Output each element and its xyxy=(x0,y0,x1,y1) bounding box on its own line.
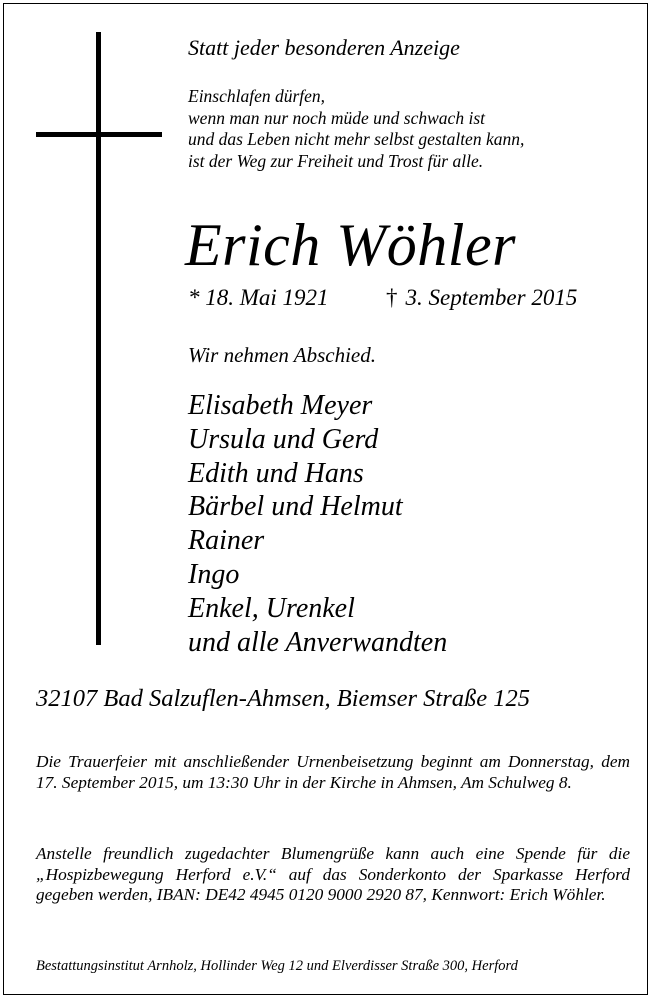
birth-date: * 18. Mai 1921 xyxy=(188,285,329,310)
mourner: Ingo xyxy=(188,558,240,590)
death-date-line xyxy=(386,285,577,311)
cross-icon xyxy=(96,32,101,645)
deceased-name: Erich Wöhler xyxy=(185,212,516,278)
dagger-icon: † xyxy=(386,285,398,310)
mourner: Bärbel und Helmut xyxy=(188,491,403,523)
mourners-list xyxy=(188,389,447,659)
mourner: Elisabeth Meyer xyxy=(188,390,373,421)
mourner: Ursula und Gerd xyxy=(188,423,379,455)
funeral-home-footer: Bestattungsinstitut Arnholz, Hollinder Weg 12 und Elverdisser Straße 300, Herford xyxy=(36,958,518,974)
poem-line: Einschlafen dürfen, xyxy=(188,86,326,106)
cross-crossbar xyxy=(36,132,162,137)
poem-line: wenn man nur noch müde und schwach ist xyxy=(188,107,485,128)
death-date: 3. September 2015 xyxy=(405,285,578,310)
farewell-text: Wir nehmen Abschied. xyxy=(188,343,376,367)
service-paragraph: Die Trauerfeier mit anschließender Urnenbeisetzung beginnt am Donnerstag, dem 17. September 2015, um 13:30 Uhr in der Kirche in Ahmsen, Am Schulweg 8. xyxy=(36,752,630,792)
poem-line: ist der Weg zur Freiheit und Trost für alle. xyxy=(188,150,484,171)
mourner: Enkel, Urenkel xyxy=(188,592,355,624)
notice-heading: Statt jeder besonderen Anzeige xyxy=(188,35,460,60)
donation-paragraph: Anstelle freundlich zugedachter Blumengrüße kann auch eine Spende für die „Hospizbewegung Herford e.V.“ auf das Sonderkonto der Sparkasse Herford gegeben werden, IBAN: DE42 4945 0120 9000 2920 87, Kennwort: Erich Wöhler. xyxy=(36,844,630,904)
family-address: 32107 Bad Salzuflen-Ahmsen, Biemser Straße 125 xyxy=(36,685,531,712)
poem xyxy=(188,86,524,172)
obituary-notice xyxy=(3,3,648,995)
mourner: Edith und Hans xyxy=(188,457,364,489)
poem-line: und das Leben nicht mehr selbst gestalten kann, xyxy=(188,129,525,149)
mourner: Rainer xyxy=(188,525,265,557)
mourner: und alle Anverwandten xyxy=(188,626,448,658)
